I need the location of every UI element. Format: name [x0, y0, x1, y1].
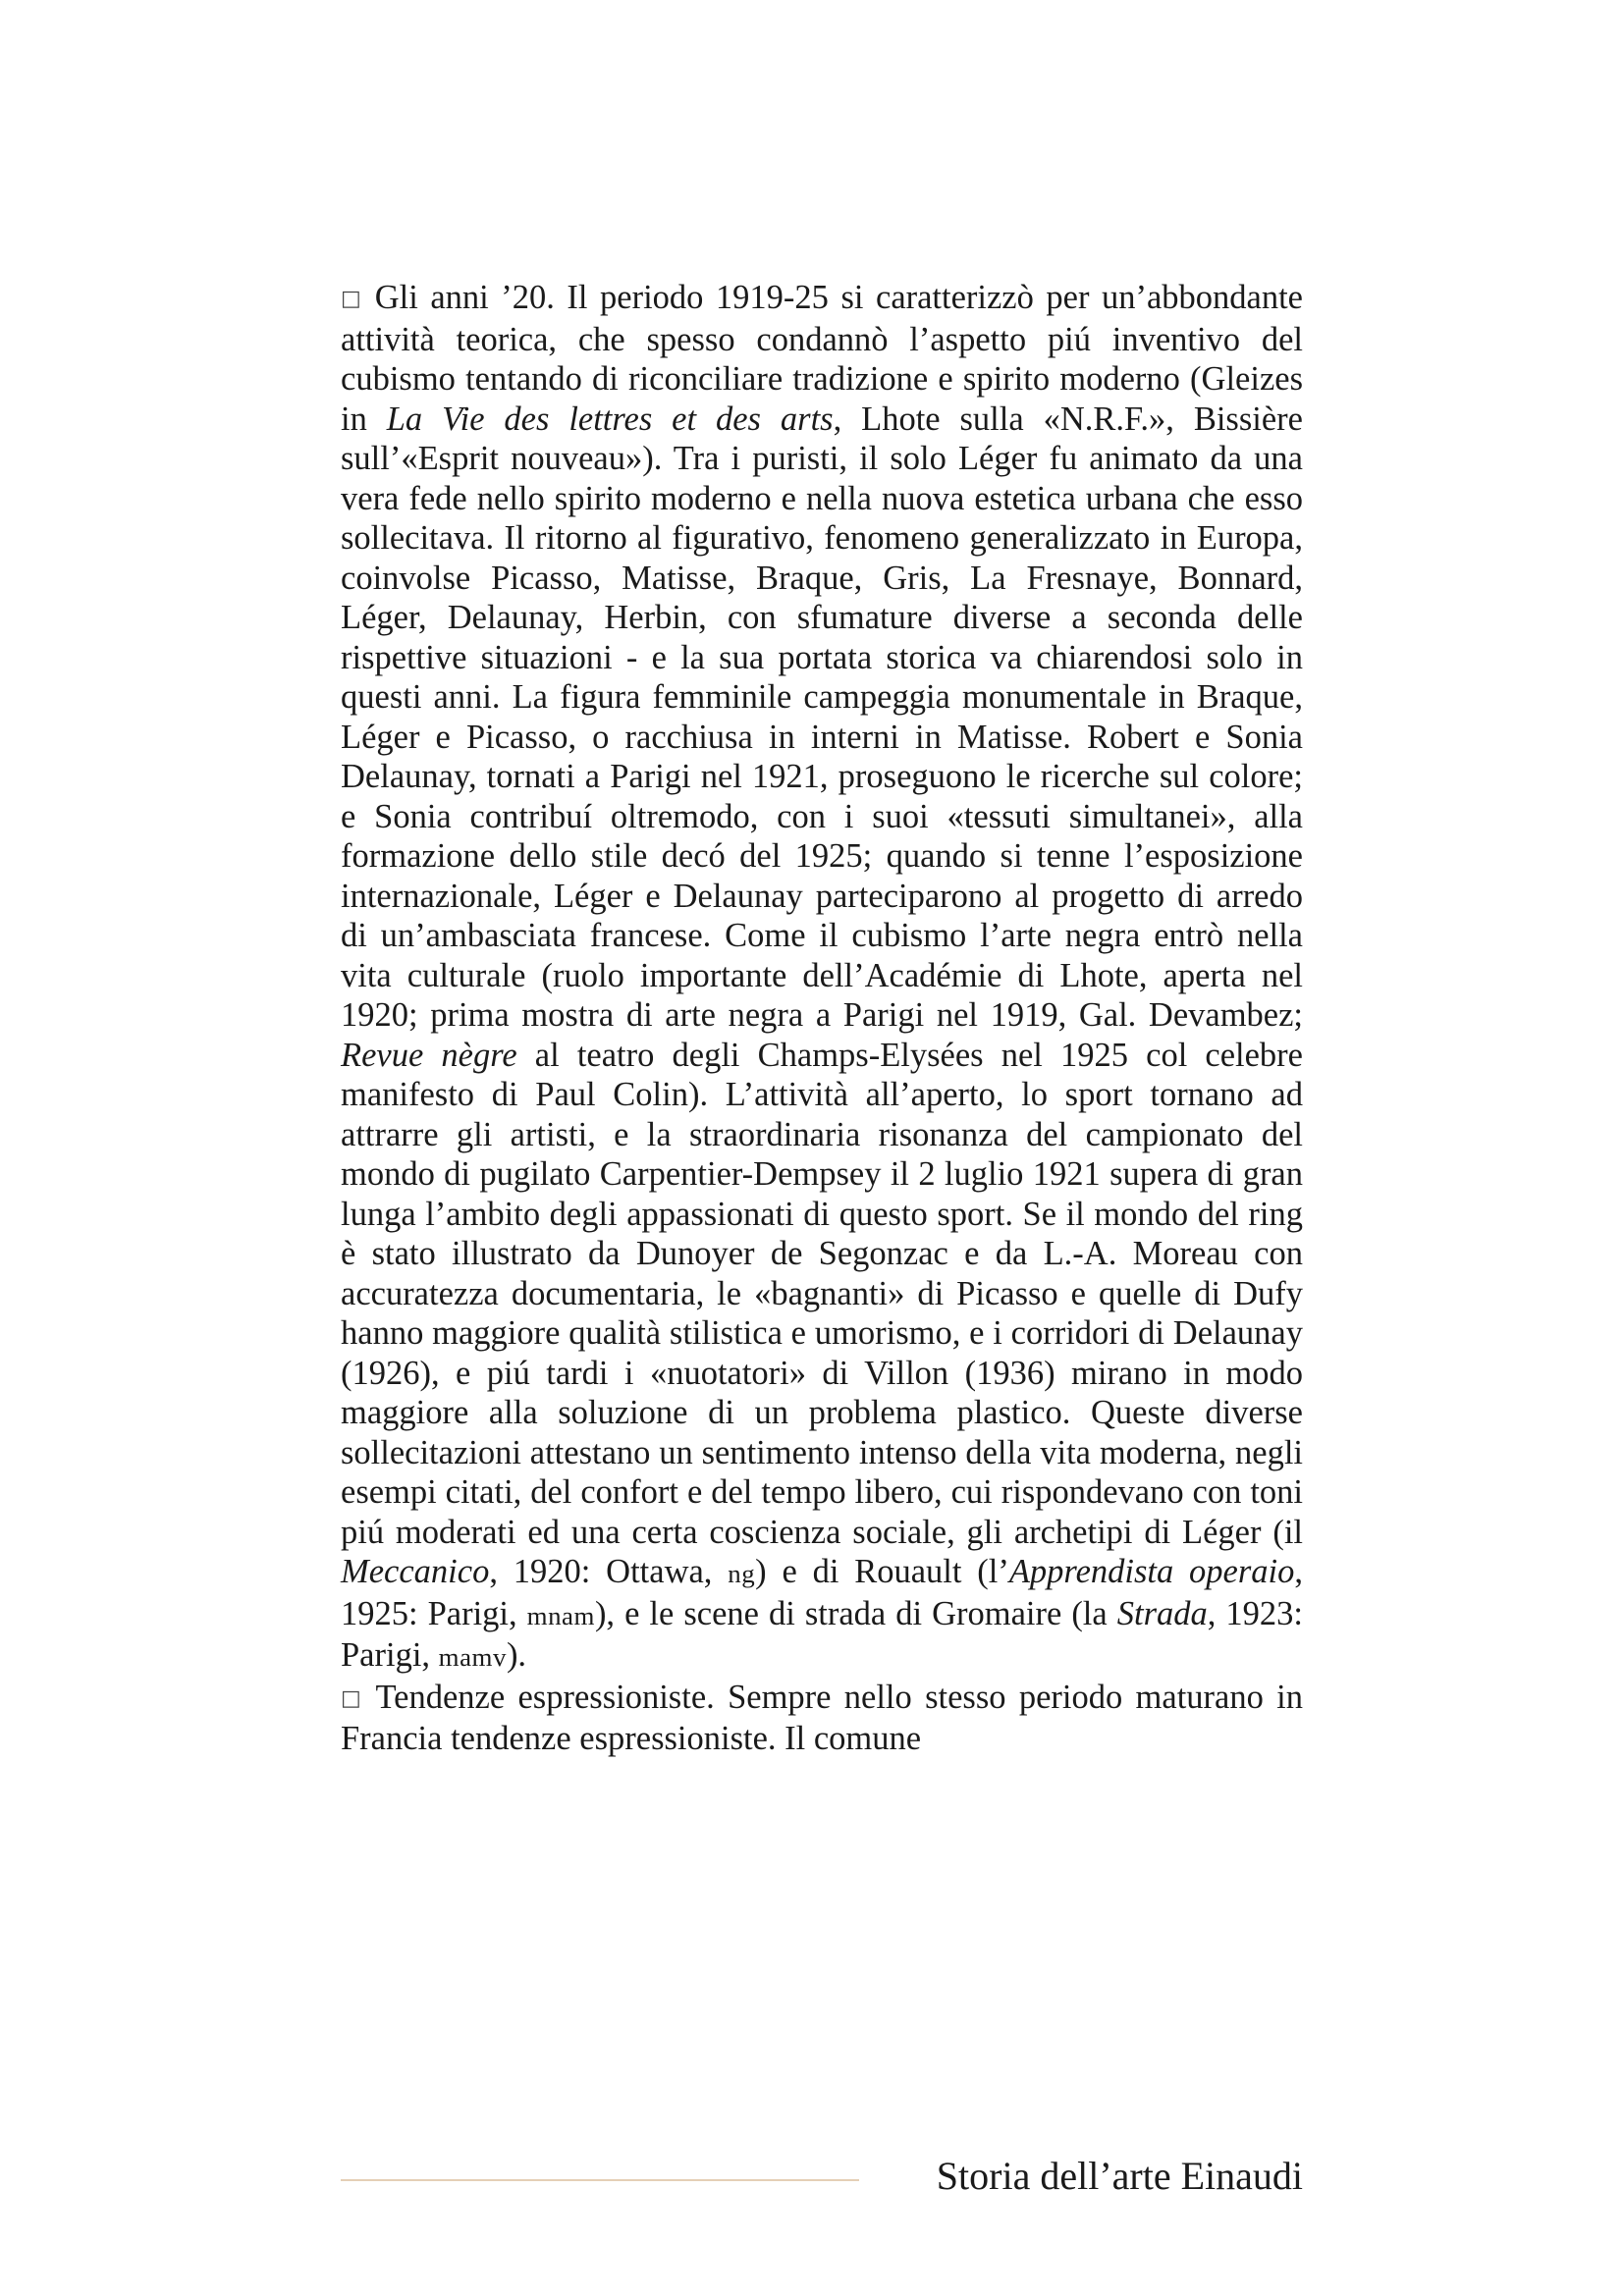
square-bullet-icon: □	[341, 287, 365, 311]
italic-title: La Vie des lettres et des arts	[386, 400, 834, 438]
text-segment: Tendenze espressioniste. Sempre nello stesso periodo maturano in Francia tendenze espressioniste. Il comune	[341, 1678, 1303, 1757]
italic-title: Strada	[1116, 1594, 1208, 1632]
text-segment: , 1920: Ottawa,	[489, 1553, 729, 1590]
paragraph-anni-20	[341, 278, 1303, 1678]
italic-title: Revue nègre	[341, 1036, 517, 1074]
footer-divider	[341, 2179, 859, 2181]
text-segment: ).	[506, 1636, 527, 1674]
small-caps-abbrev: ng	[728, 1559, 756, 1588]
text-segment: ) e di Rouault (l’	[755, 1553, 1009, 1590]
text-segment: , Lhote sulla «N.R.F.», Bissière sull’«Esprit nouveau»). Tra i puristi, il solo Léger fu animato da una vera fede nello spirito moderno e nella nuova estetica urbana che esso sollecitava. Il ritorno al figurativo, fenomeno generalizzato in Europa, coinvolse Picasso, Matisse, Braque, Gris, La Fresnaye, Bonnard, Léger, Delaunay, Herbin, con sfumature diverse a seconda delle rispettive situazioni - e la sua portata storica va chiarendosi solo in questi anni. La figura femminile campeggia monumentale in Braque, Léger e Picasso, o racchiusa in interni in Matisse. Robert e Sonia Delaunay, tornati a Parigi nel 1921, proseguono le ricerche sul colore; e Sonia contribuí oltremodo, con i suoi «tessuti simultanei», alla formazione dello stile decó del 1925; quando si tenne l’esposizione internazionale, Léger e Delaunay parteciparono al progetto di arredo di un’ambasciata francese. Come il cubismo l’arte negra entrò nella vita culturale (ruolo importante dell’Académie di Lhote, aperta nel 1920; prima mostra di arte negra a Parigi nel 1919, Gal. Devambez;	[341, 400, 1303, 1034]
italic-title: Meccanico	[341, 1553, 490, 1590]
paragraph-tendenze-espressioniste	[341, 1678, 1303, 1759]
text-segment: , 1925: Parigi,	[341, 1553, 1303, 1632]
italic-title: Apprendista operaio	[1008, 1553, 1295, 1590]
square-bullet-icon: □	[341, 1685, 366, 1711]
footer-title: Storia dell’arte Einaudi	[936, 2154, 1303, 2198]
small-caps-abbrev: mnam	[526, 1600, 595, 1630]
body-text	[341, 278, 1303, 1759]
text-segment: Gli anni ’20. Il periodo 1919-25 si caratterizzò per un’abbondante attività teorica, che spesso condannò l’aspetto piú inventivo del cubismo tentando di riconciliare tradizione e spirito moderno (Gleizes in	[341, 279, 1303, 438]
text-segment: ), e le scene di strada di Gromaire (la	[594, 1594, 1117, 1632]
text-segment: , 1923: Parigi,	[341, 1594, 1303, 1674]
small-caps-abbrev: mamv	[438, 1642, 507, 1672]
text-segment: al teatro degli Champs-Elysées nel 1925 col celebre manifesto di Paul Colin). L’attività all’aperto, lo sport tornano ad attrarre gli artisti, e la straordinaria risonanza del campionato del mondo di pugilato Carpentier-Dempsey il 2 luglio 1921 supera di gran lunga l’ambito degli appassionati di questo sport. Se il mondo del ring è stato illustrato da Dunoyer de Segonzac e da L.-A. Moreau con accuratezza documentaria, le «bagnanti» di Picasso e quelle di Dufy hanno maggiore qualità stilistica e umorismo, e i corridori di Delaunay (1926), e piú tardi i «nuotatori» di Villon (1936) mirano in modo maggiore alla soluzione di un problema plastico. Queste diverse sollecitazioni attestano un sentimento intenso della vita moderna, negli esempi citati, del confort e del tempo libero, cui rispondevano con toni piú moderati ed una certa coscienza sociale, gli archetipi di Léger (il	[341, 1036, 1303, 1551]
